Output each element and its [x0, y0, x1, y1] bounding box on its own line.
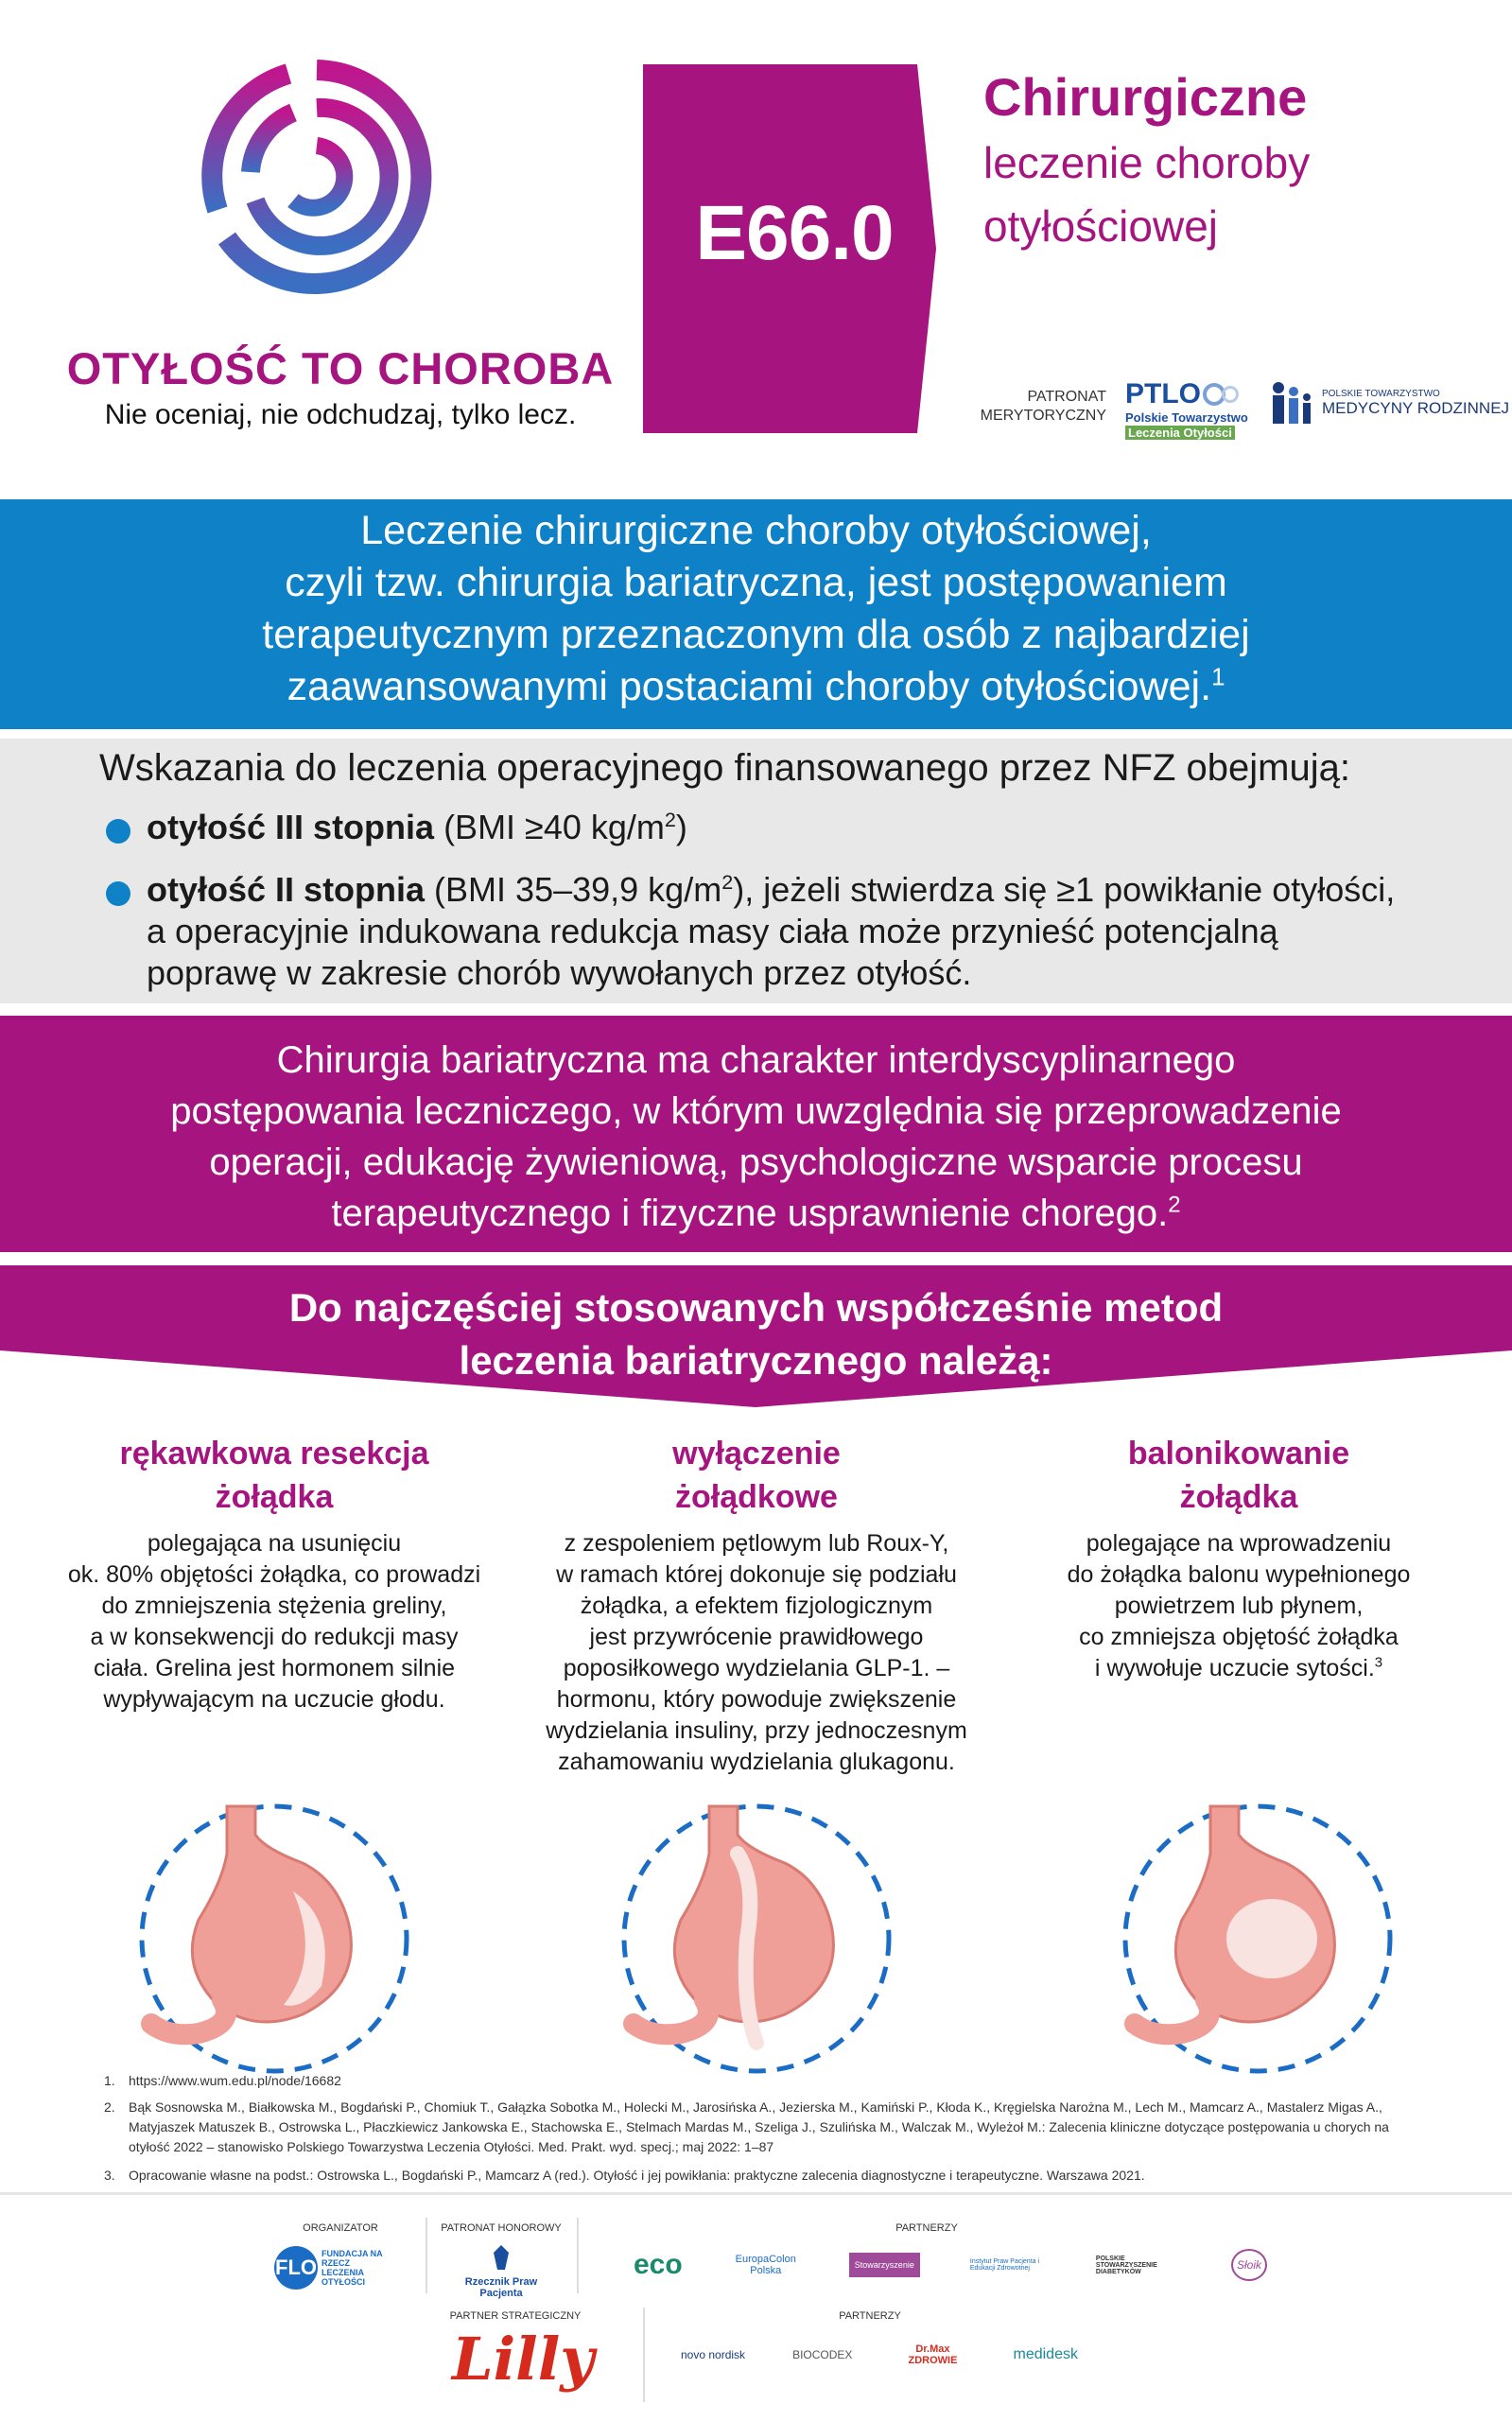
page-subtitle-line2: otyłościowej — [983, 201, 1218, 251]
reference-1-text[interactable]: https://www.wum.edu.pl/node/16682 — [129, 2073, 341, 2088]
indication-item-2 — [147, 869, 1423, 994]
rpp-name: Rzecznik Praw Pacjenta — [464, 2276, 538, 2299]
indication-item-2-line1 — [147, 869, 1423, 911]
intro-footnote-ref: 1 — [1211, 664, 1225, 691]
page-title: Chirurgiczne — [983, 67, 1308, 127]
organizer-logo — [274, 2246, 388, 2290]
rpp-emblem-icon — [490, 2243, 513, 2272]
footer-divider — [0, 2192, 1512, 2195]
interdisciplinary-line3: operacji, edukację żywieniową, psychologiczne wsparcie procesu — [209, 1141, 1303, 1183]
method-1-line: ok. 80% objętości żołądka, co prowadzi — [67, 1561, 481, 1588]
method-3-line: powietrzem lub płynem, — [1114, 1593, 1364, 1619]
patron-label — [974, 388, 1106, 426]
patron-label-line2: MERYTORYCZNY — [980, 408, 1106, 424]
partner-medidesk[interactable]: medidesk — [1013, 2346, 1078, 2362]
ptlo-rings-icon-2 — [1222, 386, 1239, 403]
intro-line4-wrap — [38, 661, 1474, 713]
interdisciplinary-line2: postępowania leczniczego, w którym uwzględnia się przeprowadzenie — [170, 1090, 1342, 1132]
method-1-title-line2: żołądka — [215, 1479, 334, 1515]
campaign-logo-icon — [199, 59, 435, 295]
method-3-line-last — [1031, 1653, 1447, 1684]
method-2-description — [530, 1528, 983, 1778]
method-2-title-line1: wyłączenie — [672, 1436, 841, 1472]
method-gastric-bypass — [530, 1432, 983, 1778]
flo-name: FUNDACJA NA RZECZ LECZENIA OTYŁOŚCI — [322, 2249, 383, 2287]
indication-item-1-text: (BMI ≥40 kg/m — [434, 808, 665, 846]
method-1-description — [66, 1528, 482, 1716]
footer-separator — [643, 2308, 645, 2402]
partner-sloik[interactable]: Słoik — [1231, 2249, 1267, 2281]
ptlo-logo — [1125, 378, 1248, 442]
method-2-line: z zespoleniem pętlowym lub Roux-Y, — [564, 1530, 949, 1557]
method-1-line: do zmniejszenia stężenia greliny, — [101, 1593, 447, 1619]
method-3-line: do żołądka balonu wypełnionego — [1067, 1561, 1411, 1588]
interdisciplinary-text — [57, 1035, 1455, 1239]
indication-item-2-end: ), jeżeli stwierdza się ≥1 powikłanie otyłości, — [733, 870, 1396, 909]
partners2-row — [681, 2343, 1078, 2366]
method-2-line: jest przywrócenie prawidłowego — [589, 1624, 924, 1650]
interdisciplinary-line1: Chirurgia bariatryczna ma charakter interdyscyplinarnego — [276, 1039, 1236, 1081]
indication-item-2-sup: 2 — [721, 870, 734, 894]
balloon-stomach-icon — [1116, 1797, 1399, 2081]
partner-europacolon[interactable]: EuropaColon Polska — [735, 2254, 796, 2276]
method-3-title-line1: balonikowanie — [1127, 1436, 1350, 1472]
bypass-stomach-icon — [615, 1797, 898, 2081]
reference-2-line3: otyłość 2022 – stanowisko Polskiego Towarzystwa Leczenia Otyłości. Med. Prakt. wyd. specj.; maj 2022: 1–87 — [129, 2139, 774, 2154]
method-2-line: poposiłkowego wydzielania GLP-1. – — [563, 1655, 950, 1681]
honor-label: PATRONAT HONOROWY — [441, 2222, 562, 2234]
indication-item-1-sup: 2 — [664, 808, 676, 831]
reference-2 — [104, 2098, 1409, 2157]
footer-separator — [577, 2218, 579, 2293]
campaign-slogan: Nie oceniaj, nie odchudzaj, tylko lecz. — [104, 399, 577, 430]
ptlo-name: PTLO — [1125, 378, 1201, 409]
indication-item-1-end: ) — [675, 808, 687, 846]
partner-biocodex[interactable]: BIOCODEX — [792, 2348, 853, 2361]
intro-line3: terapeutycznym przeznaczonym dla osób z najbardziej — [262, 612, 1250, 657]
reference-3-text: Opracowanie własne na podst.: Ostrowska L., Bogdański P., Mamcarz A (red.). Otyłość i jej powikłania: praktyczne zalecenia diagnostyczne i terapeutyczne. Warszawa 2021. — [129, 2168, 1145, 2183]
partner-ipp[interactable]: Instytut Praw Pacjenta i Edukacji Zdrowotnej — [969, 2258, 1040, 2272]
sleeve-stomach-icon — [132, 1797, 416, 2081]
lilly-logo[interactable]: Lilly — [452, 2325, 595, 2394]
methods-title — [95, 1281, 1417, 1387]
ptmr-line2: MEDYCYNY RODZINNEJ — [1322, 398, 1510, 417]
partner-eco[interactable]: eco — [634, 2249, 683, 2280]
indication-item-2-text: (BMI 35–39,9 kg/m — [425, 870, 722, 909]
intro-line1: Leczenie chirurgiczne choroby otyłościowej, — [360, 508, 1152, 553]
organizer-label: ORGANIZATOR — [303, 2222, 378, 2234]
indication-item-2-bold: otyłość II stopnia — [147, 870, 426, 909]
partner-drmax[interactable]: Dr.Max ZDROWIE — [908, 2343, 958, 2366]
interdisciplinary-line4: terapeutycznego i fizyczne usprawnienie chorego. — [331, 1193, 1169, 1234]
method-3-title-line2: żołądka — [1179, 1479, 1298, 1515]
indication-item-1 — [147, 807, 687, 848]
patron-label-line1: PATRONAT — [1027, 389, 1106, 405]
reference-1-num: 1. — [104, 2073, 115, 2088]
reference-3-num: 3. — [104, 2168, 115, 2183]
bullet-icon — [106, 881, 130, 906]
methods-title-line2: leczenia bariatrycznego należą: — [459, 1338, 1053, 1383]
flo-abbr: FLO — [274, 2246, 318, 2290]
method-2-line: hormonu, który powoduje zwiększenie — [556, 1686, 957, 1713]
ptlo-line2: Leczenia Otyłości — [1125, 426, 1235, 440]
interdisciplinary-line4-wrap — [57, 1188, 1455, 1239]
family-icon — [1267, 378, 1316, 427]
method-2-line: wydzielania insuliny, przy jednoczesnym — [546, 1717, 967, 1744]
method-sleeve-gastrectomy — [66, 1432, 482, 1716]
reference-2-line1: Bąk Sosnowska M., Białkowska M., Bogdański P., Chomiuk T., Gałązka Sobotka M., Holecki M., Jarosińska A., Jezierska M., Kamiński P., Kłoda K., Kręgielska Narożna M., Lech M., Mamcarz A., Mastalerz Migas A., — [129, 2099, 1382, 2115]
reference-2-num: 2. — [104, 2099, 115, 2115]
method-1-line: a w konsekwencji do redukcji masy — [90, 1624, 459, 1650]
partners-label: PARTNERZY — [895, 2222, 958, 2234]
method-1-line: wypływającym na uczucie głodu. — [103, 1686, 445, 1713]
indication-item-2-line3: poprawę w zakresie chorób wywołanych przez otyłość. — [147, 953, 972, 992]
method-3-description — [1031, 1528, 1447, 1684]
method-3-line: co zmniejsza objętość żołądka — [1079, 1624, 1399, 1650]
strategic-label: PARTNER STRATEGICZNY — [449, 2310, 582, 2322]
method-gastric-balloon — [1031, 1432, 1447, 1684]
method-2-line: zahamowaniu wydzielania glukagonu. — [558, 1749, 955, 1775]
icd-code: E66.0 — [695, 190, 894, 276]
campaign-title: OTYŁOŚĆ TO CHOROBA — [66, 343, 615, 393]
ptmr-line1: POLSKIE TOWARZYSTWO — [1322, 388, 1440, 399]
partner-novo[interactable]: novo nordisk — [681, 2348, 746, 2361]
method-1-line: ciała. Grelina jest hormonem silnie — [93, 1655, 456, 1681]
ptmr-logo — [1267, 378, 1509, 427]
method-3-line: polegające na wprowadzeniu — [1086, 1530, 1392, 1557]
indication-item-1-bold: otyłość III stopnia — [147, 808, 435, 846]
rpp-logo — [444, 2243, 558, 2299]
intro-line2: czyli tzw. chirurgia bariatryczna, jest postępowaniem — [285, 560, 1227, 605]
partners2-label: PARTNERZY — [839, 2310, 901, 2322]
method-3-footnote-ref: 3 — [1374, 1654, 1383, 1671]
ptlo-line1: Polskie Towarzystwo — [1125, 410, 1248, 425]
reference-2-line2: Matyjaszek Matuszek B., Ostrowska L., Płaczkiewicz Jankowska E., Stachowska E., Stelmach Mardas M., Szeliga J., Szulińska M., Walczak M., Wyleżoł M.: Zalecenia kliniczne dotyczące postępowania u chorych na — [129, 2119, 1389, 2134]
page-subtitle-line1: leczenie choroby — [983, 138, 1311, 187]
method-2-line: żołądka, a efektem fizjologicznym — [580, 1593, 933, 1619]
method-2-line: w ramach której dokonuje się podziału — [556, 1561, 957, 1588]
bullet-icon — [106, 819, 130, 844]
method-1-line: polegająca na usunięciu — [147, 1530, 402, 1557]
method-3-line: i wywołuje uczucie sytości. — [1094, 1655, 1375, 1681]
indications-title: Wskazania do leczenia operacyjnego finansowanego przez NFZ obejmują: — [99, 747, 1350, 789]
method-2-title-line2: żołądkowe — [675, 1479, 838, 1515]
intro-line4: zaawansowanymi postaciami choroby otyłościowej. — [287, 664, 1212, 709]
partner-psd[interactable]: POLSKIE STOWARZYSZENIE DIABETYKÓW — [1095, 2255, 1157, 2275]
partners-row — [634, 2249, 1267, 2281]
indication-item-2-line2: a operacyjnie indukowana redukcja masy ciała może przynieść potencjalną — [147, 912, 1278, 950]
partner-stowarzyszenie[interactable]: Stowarzyszenie — [849, 2253, 920, 2277]
intro-text — [38, 505, 1474, 713]
reference-3 — [104, 2166, 1145, 2186]
footer-separator — [426, 2218, 427, 2293]
methods-title-line1: Do najczęściej stosowanych współcześnie metod — [288, 1285, 1224, 1330]
reference-1 — [104, 2071, 341, 2091]
method-1-title-line1: rękawkowa resekcja — [119, 1436, 429, 1472]
interdisciplinary-footnote-ref: 2 — [1168, 1192, 1181, 1218]
